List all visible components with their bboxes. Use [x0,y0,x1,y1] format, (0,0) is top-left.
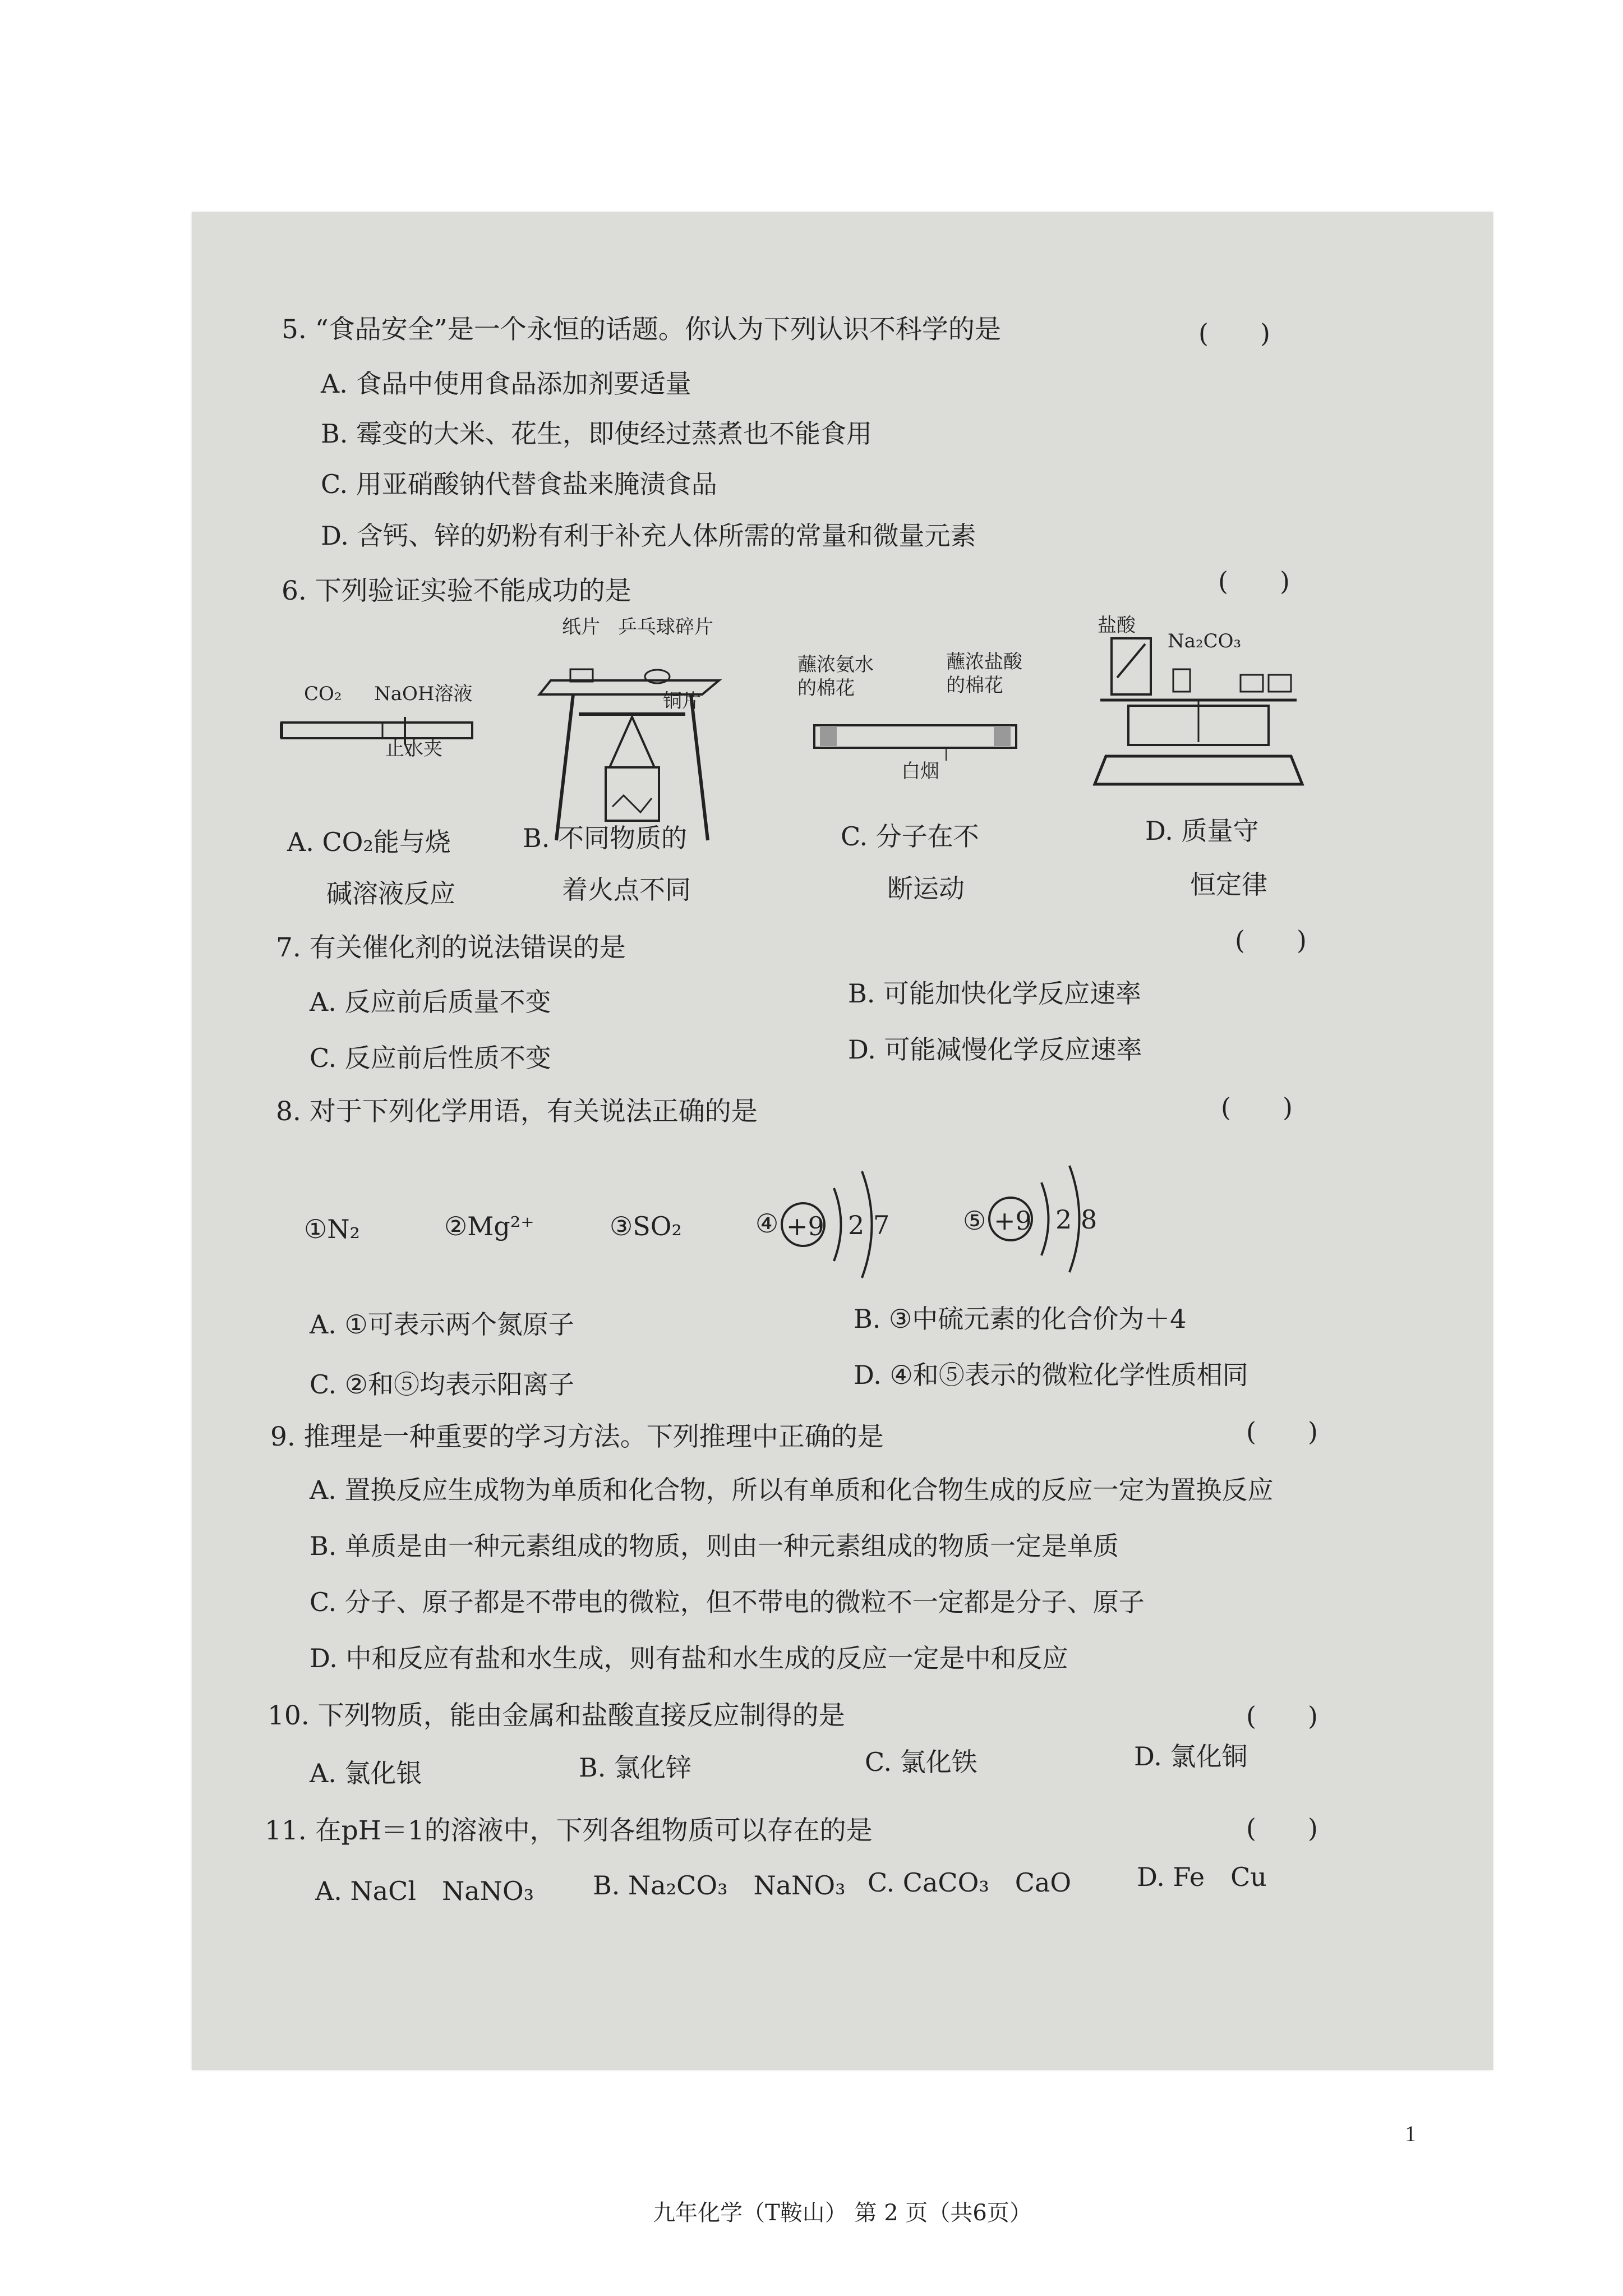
q8-atom-5-shell-1: 2 [1055,1204,1072,1235]
figure-c-smoke-label: 白烟 [901,760,939,783]
figure-c-ammonia-label-1: 蘸浓氨水 [797,654,874,676]
q11-option-c: C. CaCO₃ CaO [868,1867,1072,1898]
q11-option-b: B. Na₂CO₃ NaNO₃ [593,1870,846,1901]
q7-stem: 7. 有关催化剂的说法错误的是 [276,932,626,963]
q5-stem: 5. “食品安全”是一个永恒的话题。你认为下列认识不科学的是 [282,314,1001,345]
q8-atom-5-nucleus: +9 [994,1205,1032,1236]
q5-option-c: C. 用亚硝酸钠代替食盐来腌渍食品 [321,469,717,499]
q10-stem: 10. 下列物质，能由金属和盐酸直接反应制得的是 [268,1700,845,1731]
q11-answer-paren: ( ) [1246,1813,1318,1843]
figure-a-co2-label: CO₂ [304,683,342,705]
q9-option-a: A. 置换反应生成物为单质和化合物，所以有单质和化合物生成的反应一定为置换反应 [310,1475,1274,1505]
figure-b-paper-label: 纸片 [562,616,600,638]
q8-option-b: B. ③中硫元素的化合价为＋4 [854,1304,1187,1334]
figure-d-acid-label: 盐酸 [1098,614,1136,637]
figure-b-copper-label: 铜片 [663,690,701,712]
q6-answer-paren: ( ) [1218,566,1290,596]
q10-option-a: A. 氯化银 [310,1758,422,1788]
q5-option-b: B. 霉变的大米、花生，即使经过蒸煮也不能食用 [321,418,873,449]
q7-option-d: D. 可能减慢化学反应速率 [848,1034,1142,1065]
q9-option-d: D. 中和反应有盐和水生成，则有盐和水生成的反应一定是中和反应 [310,1643,1068,1673]
q6-option-d-line1: D. 质量守 [1145,816,1259,846]
figure-b-burning-point-apparatus [540,616,741,840]
q11-option-d: D. Fe Cu [1137,1862,1267,1892]
q6-option-d-line2: 恒定律 [1190,869,1267,900]
page-footer: 九年化学（T鞍山） 第 2 页（共6页） [653,2200,1032,2226]
q8-symbol-2: ②Mg²⁺ [444,1211,534,1241]
q7-option-c: C. 反应前后性质不变 [310,1043,551,1073]
figure-c-molecule-motion-tube [814,717,1027,762]
q8-symbol-3: ③SO₂ [610,1211,682,1241]
q10-option-c: C. 氯化铁 [865,1747,978,1777]
q5-option-a: A. 食品中使用食品添加剂要适量 [321,369,691,399]
q7-option-b: B. 可能加快化学反应速率 [848,978,1142,1009]
q7-option-a: A. 反应前后质量不变 [310,987,551,1017]
q10-answer-paren: ( ) [1246,1701,1318,1731]
q11-option-a: A. NaCl NaNO₃ [315,1876,534,1906]
q6-option-a-line1: A. CO₂能与烧 [287,827,451,857]
q8-option-c: C. ②和⑤均表示阳离子 [310,1369,575,1400]
q5-answer-paren: ( ) [1198,318,1270,348]
q6-option-b-line2: 着火点不同 [562,875,691,905]
figure-c-ammonia-label-2: 的棉花 [797,677,855,700]
q10-option-d: D. 氯化铜 [1134,1741,1248,1772]
q8-symbol-4-number: ④ [755,1208,779,1239]
figure-d-na2co3-label: Na₂CO₃ [1168,630,1242,652]
q8-symbol-5-number: ⑤ [963,1205,986,1236]
q10-option-b: B. 氯化锌 [579,1752,692,1783]
q11-stem: 11. 在pH＝1的溶液中，下列各组物质可以存在的是 [265,1815,873,1846]
q6-option-a-line2: 碱溶液反应 [326,878,455,909]
q9-stem: 9. 推理是一种重要的学习方法。下列推理中正确的是 [270,1421,884,1452]
q8-atom-4-nucleus: +9 [786,1211,824,1241]
exam-paper-photo [192,212,1493,2226]
q9-answer-paren: ( ) [1246,1416,1318,1447]
figure-a-naoh-label: NaOH溶液 [374,683,473,705]
q8-stem: 8. 对于下列化学用语，有关说法正确的是 [276,1096,758,1127]
q6-option-b-line1: B. 不同物质的 [523,823,688,853]
q8-option-d: D. ④和⑤表示的微粒化学性质相同 [854,1360,1248,1390]
q6-stem: 6. 下列验证实验不能成功的是 [282,576,631,606]
q8-symbol-1: ①N₂ [304,1214,360,1244]
q8-option-a: A. ①可表示两个氮原子 [310,1309,574,1340]
q5-option-d: D. 含钙、锌的奶粉有利于补充人体所需的常量和微量元素 [321,521,976,551]
q8-answer-paren: ( ) [1221,1092,1293,1122]
q8-atom-4-shell-1: 2 [848,1210,865,1240]
figure-b-pingpong-label: 乒乓球碎片 [618,616,713,638]
q8-atom-5-shell-2: 8 [1081,1204,1098,1235]
q9-option-c: C. 分子、原子都是不带电的微粒，但不带电的微粒不一定都是分子、原子 [310,1587,1145,1617]
figure-a-clamp-label: 止水夹 [385,738,442,760]
q6-option-c-line2: 断运动 [887,873,965,904]
q9-option-b: B. 单质是由一种元素组成的物质，则由一种元素组成的物质一定是单质 [310,1531,1119,1561]
figure-c-hcl-label-2: 的棉花 [946,674,1003,697]
q8-atom-4-shell-2: 7 [873,1210,890,1240]
figure-c-hcl-label-1: 蘸浓盐酸 [946,651,1022,673]
q7-answer-paren: ( ) [1235,925,1307,955]
q6-option-c-line1: C. 分子在不 [841,821,979,852]
page-number: 1 [1405,2121,1416,2146]
